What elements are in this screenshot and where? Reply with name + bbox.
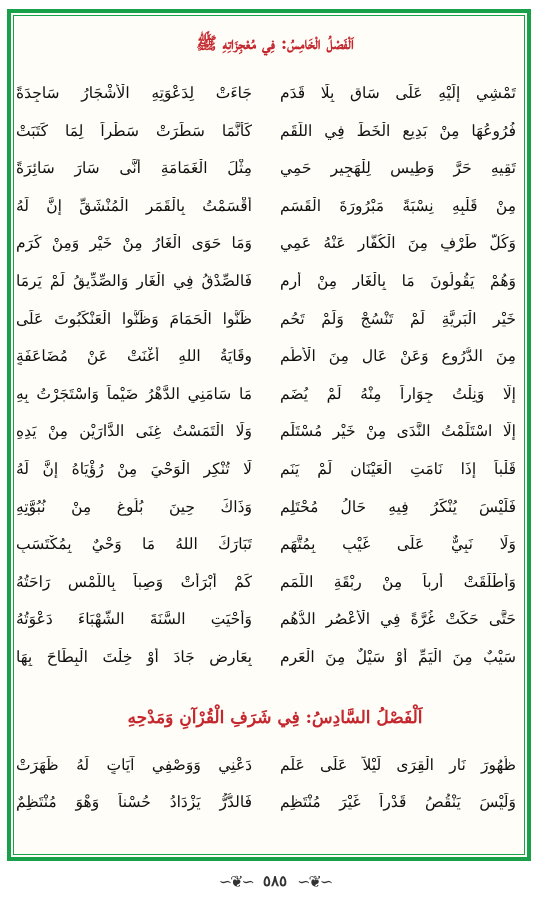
verse-line	[16, 226, 516, 260]
hemistich-right: مَا سَامَنِي الدَّهْرُ ضَيْماً وَاسْتَجَرْتُ بِهِ	[16, 384, 252, 403]
verse-line	[16, 748, 516, 782]
hemistich-left: مِنَ الدُّرُوعِ وَعَنْ عَالٍ مِنَ الْأُطُمِ	[280, 347, 516, 366]
hemistich-right: وَذَاكَ حِينَ بُلُوغٍ مِنْ نُبُوَّتِهِ	[16, 497, 252, 516]
hemistich-right: بِعَارِضٍ جَادَ أَوْ خِلْتَ الْبِطَاحَ بِهَا	[16, 648, 252, 666]
page-footer	[0, 866, 550, 896]
hemistich-left: وَكُلُّ طَرْفٍ مِنَ الْكُفَّارِ عَنْهُ عَمِي	[280, 234, 516, 253]
ornament-right-icon: ∽❦∽	[297, 871, 332, 891]
hemistich-right: فَالصِّدْقُ فِي الْغَارِ وَالصِّدِّيقُ لَمْ يَرِمَا	[16, 272, 252, 290]
hemistich-right: وَلَا الْتَمَسْتُ غِنَى الدَّارَيْنِ مِنْ يَدِهِ	[16, 422, 252, 441]
verse-line	[16, 264, 516, 298]
hemistich-right: أَقْسَمْتُ بِالْقَمَرِ الْمُنْشَقِّ إِنَّ لَهُ	[16, 196, 252, 215]
hemistich-left: فُرُوعُهَا مِنْ بَدِيعِ الْخَطِّ فِي اللَّقَمِ	[280, 121, 516, 140]
hemistich-left: خَيْرِ الْبَرِيَّةِ لَمْ تَنْسُجْ وَلَمْ تَحُمِ	[280, 309, 516, 328]
verse-line	[16, 490, 516, 524]
hemistich-right: وِقَايَةُ اللهِ أَغْنَتْ عَنْ مُضَاعَفَةٍ	[16, 347, 252, 366]
verse-line	[16, 785, 516, 819]
verse-line	[16, 640, 516, 674]
hemistich-right: ظَنُّوا الْحَمَامَ وَظَنُّوا الْعَنْكَبُوتَ عَلَى	[16, 309, 252, 328]
hemistich-right: تَبَارَكَ اللهُ مَا وَحْيٌ بِمُكْتَسَبٍ	[16, 535, 252, 554]
hemistich-left: وَهُمْ يَقُولُونَ مَا بِالْغَارِ مِنْ أَرِمِ	[280, 272, 516, 290]
hemistich-right: لَا تُنْكِرِ الْوَحْيَ مِنْ رُؤْيَاهُ إِنَّ لَهُ	[16, 460, 252, 478]
hemistich-right: جَاءَتْ لِدَعْوَتِهِ الْأَشْجَارُ سَاجِدَةً	[16, 84, 252, 102]
hemistich-left: مِنْ قَلْبِهِ نِسْبَةً مَبْرُورَةَ الْقَسَمِ	[280, 196, 516, 215]
verse-line	[16, 565, 516, 599]
section6-heading: اَلْفَصْلُ السَّادِسُ: فِي شَرَفِ الْقُرْآنِ وَمَدْحِهِ	[127, 708, 423, 728]
hemistich-left: فَلَيْسَ يُنْكَرُ فِيهِ حَالُ مُحْتَلِمِ	[280, 497, 516, 516]
verse-line	[16, 527, 516, 561]
hemistich-left: ظُهُورَ نَارِ الْقِرَى لَيْلاً عَلَى عَلَمِ	[280, 756, 516, 774]
verse-line	[16, 302, 516, 336]
hemistich-right: كَمْ أَبْرَأَتْ وَصِباً بِاللَّمْسِ رَاحَتُهُ	[16, 572, 252, 591]
verse-line	[16, 339, 516, 373]
verse-line	[16, 114, 516, 148]
verse-line	[16, 414, 516, 448]
hemistich-left: إِلَّا اسْتَلَمْتُ النَّدَى مِنْ خَيْرِ مُسْتَلَمِ	[280, 422, 516, 441]
verse-line	[16, 452, 516, 486]
hemistich-right: فَالدُّرُّ يَزْدَادُ حُسْناً وَهْوَ مُنْتَظِمٌ	[16, 793, 252, 811]
hemistich-right: مِثْلَ الْغَمَامَةِ أَنَّى سَارَ سَائِرَةً	[16, 159, 252, 178]
verse-line	[16, 151, 516, 185]
verse-line	[16, 602, 516, 636]
hemistich-left: إِلَّا وَنِلْتُ جِوَاراً مِنْهُ لَمْ يُضَمِ	[280, 384, 516, 403]
hemistich-left: تَقِيهِ حَرَّ وَطِيسٍ لِلْهَجِيرِ حَمِي	[280, 159, 516, 178]
hemistich-right: دَعْنِي وَوَصْفِي آيَاتٍ لَهُ ظَهَرَتْ	[16, 756, 252, 774]
ornament-left-icon: ∽❦∽	[218, 871, 253, 891]
section5-heading: اَلْفَصْلُ الْخَامِسُ: فِي مُعْجِزَاتِهِ ﷺ	[196, 34, 354, 54]
verse-line	[16, 76, 516, 110]
hemistich-right: وَمَا حَوَى الْغَارُ مِنْ خَيْرٍ وَمِنْ كَرَمٍ	[16, 234, 252, 253]
hemistich-left: وَأَطْلَقَتْ أَرِباً مِنْ رِبْقَةِ اللَّمَمِ	[280, 572, 516, 591]
hemistich-left: وَلَيْسَ يَنْقُصُ قَدْراً غَيْرَ مُنْتَظِمِ	[280, 793, 516, 811]
hemistich-left: حَتَّى حَكَتْ غُرَّةً فِي الْأَعْصُرِ الدُّهُمِ	[280, 610, 516, 629]
hemistich-right: وَأَحْيَتِ السَّنَةَ الشَّهْبَاءَ دَعْوَتُهُ	[16, 610, 252, 629]
hemistich-left: تَمْشِي إِلَيْهِ عَلَى سَاقٍ بِلَا قَدَمِ	[280, 84, 516, 102]
hemistich-right: كَأَنَّمَا سَطَرَتْ سَطْراً لِمَا كَتَبَتْ	[16, 121, 252, 140]
hemistich-left: وَلَا نَبِيٌّ عَلَى غَيْبٍ بِمُتَّهَمِ	[280, 535, 516, 554]
page-number: ٥٨٥	[262, 872, 288, 890]
hemistich-left: قَلْباً إِذَا نَامَتِ الْعَيْنَانِ لَمْ يَنَمِ	[280, 460, 516, 478]
verse-line	[16, 377, 516, 411]
hemistich-left: سَيْبٌ مِنَ الْيَمِّ أَوْ سَيْلٌ مِنَ الْعَرِمِ	[280, 648, 516, 666]
verse-line	[16, 189, 516, 223]
